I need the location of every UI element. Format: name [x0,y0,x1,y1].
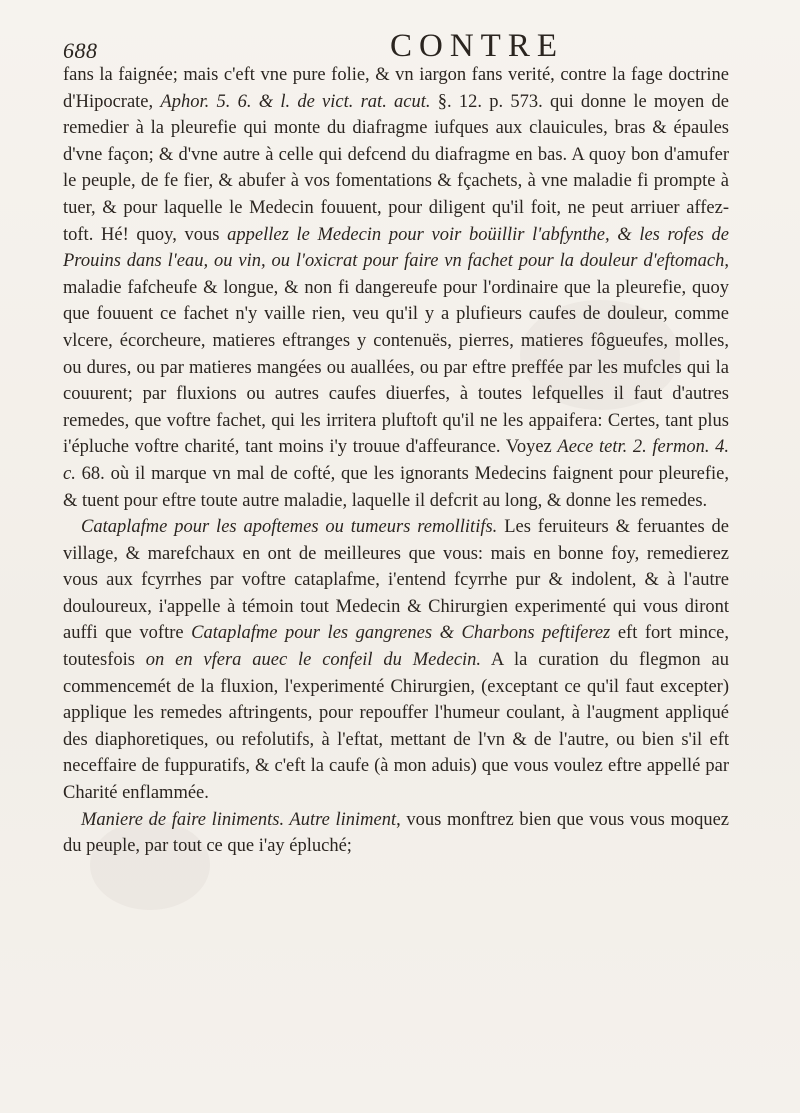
text-run: , maladie fafcheufe & longue, & non fi dangereufe pour l'ordinaire que la pleurefie, quoy que fouuent ce fachet n'y vaille rien, veu qu'il y a plufieurs caufes de douleur, comme vlcere, écorcheure, matieres eftranges y contenuës, pierres, matieres fôgueufes, molles, ou dures, ou par matieres mangées ou auallées, ou par eftre preffée par les mufcles qui la couurent; par fluxions ou autres caufes diuerfes, à toutes lefquelles il faut d'autres remedes, que voftre fachet, qui les irritera pluftoft qu'il ne les appaifera: Certes, tant plus i'épluche voftre charité, tant moins i'y trouue d'affeurance. Voyez [63,251,729,458]
paragraph [63,62,729,514]
text-run: , vous monftrez bien que vous vous moquez du peuple, par tout ce que i'ay épluché; [63,809,730,857]
section-heading: Maniere de faire liniments. Autre liniment [81,809,397,830]
quoted-remedy: appellez le Medecin pour voir boüillir l'abfynthe, & les rofes de Prouins dans l'eau, ou vin, ou l'oxicrat pour faire vn fachet pour la douleur d'eftomach [63,224,729,272]
text-run: §. 12. p. 573. qui donne le moyen de remedier à la pleurefie qui monte du diafragme iufques aux clauicules, bras & épaules d'vne façon; & d'vne autre à celle qui defcend du diafragme en bas. A quoy bon d'amufer le peuple, de fe fier, & abufer à vos fomentations & fçachets, à vne maladie fi prompte à tuer, & pour laquelle le Medecin fouuent, pour diligent qu'il foit, ne peut arriuer affez-toft. Hé! quoy, vous [63,91,729,245]
section-heading: Cataplafme pour les apoftemes ou tumeurs remollitifs. [81,517,498,538]
text-run: Les feruiteurs & feruantes de village, & marefchaux en ont de meilleures que vous: mais en bonne foy, remedierez vous aux fcyrrhes par voftre cataplafme, i'entend fcyrrhe pur & indolent, & à l'autre douloureux, i'appelle à témoin tout Medecin & Chirurgien experimenté qui vous diront auffi que voftre [63,517,729,644]
citation: Aece tetr. 2. fermon. 4. c. [63,437,729,484]
running-head: CONTRE [390,28,564,64]
body-text [63,62,729,860]
text-run: fans la faignée; mais c'eft vne pure folie, & vn iargon fans verité, contre la fage doctrine d'Hipocrate, [63,65,729,112]
paragraph [63,807,729,860]
quoted-remedy: on en vfera auec le confeil du Medecin. [145,650,482,671]
text-run: A la curation du flegmon au commencemét de la fluxion, l'experimenté Chirurgien, (exceptant ce qu'il faut excepter) applique les remedes aftringents, pour repouffer l'humeur coulant, à l'augment appliqué des diaphoretiques, ou refolutifs, à l'eftat, mettant de l'vn & de l'autre, ou bien s'il eft neceffaire de fuppuratifs, & c'eft la caufe (à mon aduis) que vous voulez eftre appellé par Charité enflammée. [63,650,729,804]
text-run: eft fort mince, toutesfois [63,623,729,671]
citation: Aphor. 5. 6. & l. de vict. rat. acut. [160,91,431,112]
paragraph [63,514,729,807]
page-number: 688 [63,38,98,63]
text-run: 68. où il marque vn mal de cofté, que les ignorants Medecins faignent pour pleurefie, & tuent pour eftre toute autre maladie, laquelle il defcrit au long, & donne les remedes. [63,463,729,511]
quoted-remedy: Cataplafme pour les gangrenes & Charbons peftiferez [191,623,611,644]
